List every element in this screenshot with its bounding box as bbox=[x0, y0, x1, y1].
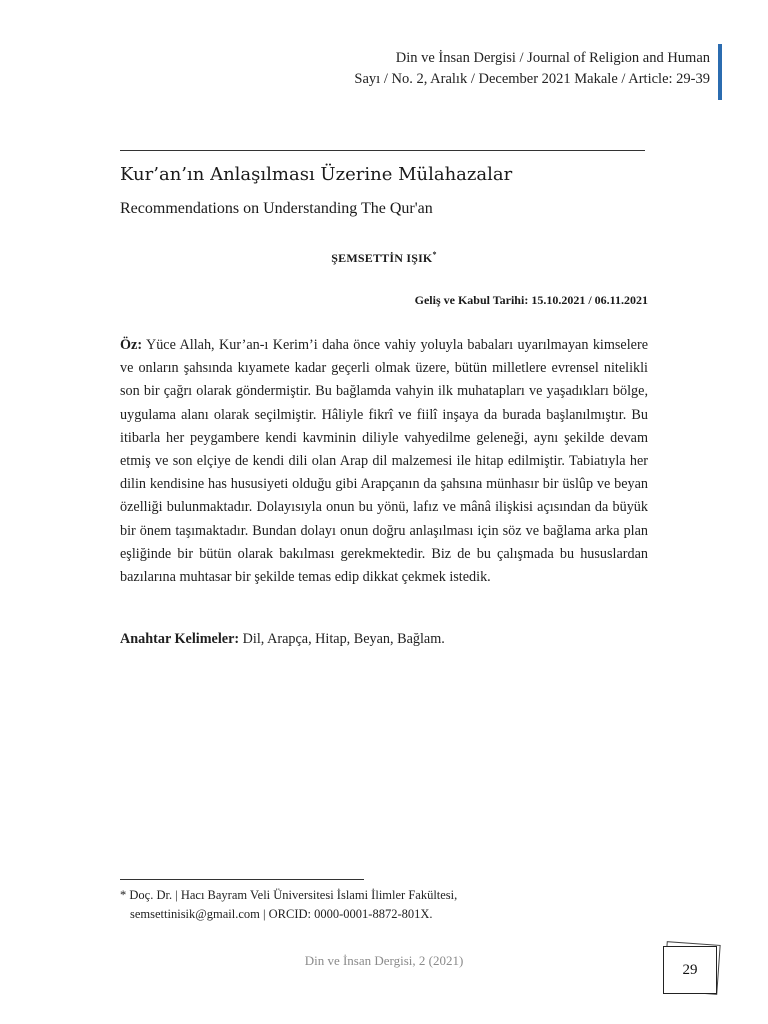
keywords-label: Anahtar Kelimeler: bbox=[120, 631, 240, 647]
journal-header bbox=[354, 48, 710, 90]
footnote-divider bbox=[120, 879, 364, 880]
abstract-label: Öz: bbox=[120, 337, 143, 353]
footnote-contact: semsettinisik@gmail.com | ORCID: 0000-0001-8872-801X. bbox=[130, 907, 433, 921]
author-name bbox=[0, 250, 768, 266]
keywords bbox=[120, 631, 445, 648]
abstract-text: Yüce Allah, Kur’an-ı Kerim’i daha önce vahiy yoluyla babaları uyarılmayan kimselere ve onların şahsında kıyamete kadar geçerli olmak üzere, bütün milletlere evrensel nitelikli son bir çağrı olarak göndermiştir. Bu bağlamda vahyin ilk muhatapları ve yaşadıkları bölge, uygulama alanı olarak seçilmiştir. Hâliyle fikrî ve fiilî inşaya da burada başlanılmıştır. Bu itibarla her peygambere kendi kavminin diliyle vahyedilme geleneği, aynı şekilde devam etmiş ve son elçiye de kendi dili olan Arap dil malzemesi ile hitap edilmiştir. Tabiatıyla her dilin kendisine has hususiyeti olduğu gibi Arapçanın da şahsına münhasır bir üslûp ve beyan özelliği bulunmaktadır. Dolayısıyla onun bu yönü, lafız ve mânâ ilişkisi açısından da büyük bir önem taşımaktadır. Bundan dolayı onun doğru anlaşılması için söz ve bağlama arka plan eşliğinde bir bütün olarak bakılması gerekmektedir. Biz de bu çalışmada bu hususlardan bazılarına muhtasar bir şekilde temas edip dikkat çekmek istedik. bbox=[120, 337, 648, 586]
article-title-turkish: Kur’an’ın Anlaşılması Üzerine Mülahazalar bbox=[120, 164, 513, 185]
header-accent-bar bbox=[718, 44, 722, 100]
header-issue-info: Sayı / No. 2, Aralık / December 2021 Makale / Article: 29-39 bbox=[354, 71, 710, 87]
abstract bbox=[120, 334, 648, 589]
keywords-text: Dil, Arapça, Hitap, Beyan, Bağlam. bbox=[242, 631, 445, 647]
header-journal-name: Din ve İnsan Dergisi / Journal of Religion and Human bbox=[395, 50, 710, 66]
footnote-affiliation: * Doç. Dr. | Hacı Bayram Veli Üniversitesi İslami İlimler Fakültesi, bbox=[120, 888, 458, 902]
author-name-text: ŞEMSETTİN IŞIK bbox=[331, 251, 433, 265]
page-number: 29 bbox=[663, 946, 717, 994]
article-title-english: Recommendations on Understanding The Qur'an bbox=[120, 200, 433, 217]
dates-label: Geliş ve Kabul Tarihi: bbox=[414, 293, 529, 307]
title-divider bbox=[120, 150, 645, 151]
page-number-box bbox=[662, 945, 720, 995]
footnote bbox=[120, 886, 457, 924]
footer-journal-name: Din ve İnsan Dergisi, 2 (2021) bbox=[304, 953, 464, 968]
dates-value: 15.10.2021 / 06.11.2021 bbox=[531, 293, 648, 307]
author-footnote-mark: * bbox=[432, 250, 437, 259]
submission-dates bbox=[415, 293, 648, 308]
